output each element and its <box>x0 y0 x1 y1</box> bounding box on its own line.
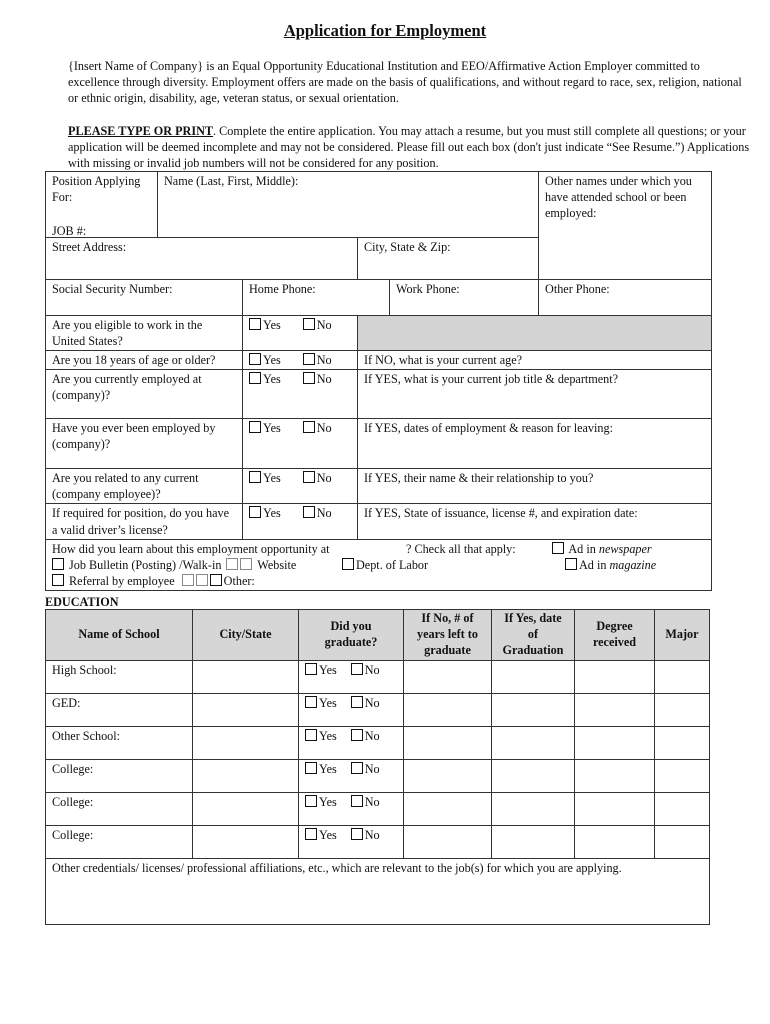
work-phone-cell[interactable] <box>390 280 539 316</box>
major-cell[interactable] <box>655 825 710 858</box>
age-yes-no <box>243 351 358 370</box>
city-state-cell[interactable] <box>193 825 299 858</box>
instructions-lead: PLEASE TYPE OR PRINT <box>68 124 214 138</box>
graduate-yes-checkbox[interactable] <box>305 828 317 840</box>
applicant-info-table <box>45 171 712 591</box>
graduate-yes-no <box>299 726 404 759</box>
years-left-cell[interactable] <box>404 792 492 825</box>
license-followup-cell[interactable] <box>358 504 712 539</box>
years-left-cell[interactable] <box>404 759 492 792</box>
other-phone-cell[interactable] <box>539 280 712 316</box>
years-left-cell[interactable] <box>404 726 492 759</box>
no-label: No <box>364 695 380 710</box>
employed-yes-no <box>243 370 358 419</box>
ssn-cell[interactable] <box>46 280 243 316</box>
major-cell[interactable] <box>655 693 710 726</box>
degree-cell[interactable] <box>575 792 655 825</box>
street-address-label: Street Address: <box>52 240 127 255</box>
school-name-cell[interactable]: Other School: <box>46 726 193 759</box>
ever-employed-followup-cell[interactable] <box>358 419 712 469</box>
employed-no-checkbox[interactable] <box>303 372 315 384</box>
other-credentials-cell[interactable] <box>46 858 710 924</box>
school-name-cell[interactable]: College: <box>46 759 193 792</box>
yes-label: Yes <box>263 506 281 521</box>
no-label: No <box>316 421 332 436</box>
instructions-text: . Complete the entire application. You may attach a resume, but you must still complete all questions; or your application will be deemed incomplete and may not be considered. Please fill out each box (don't just indicate “See Resume.”) Applications with missing or invalid job numbers will not be considered for any position. <box>68 124 750 171</box>
no-label: No <box>364 761 380 776</box>
city-state-cell[interactable] <box>193 792 299 825</box>
no-label: No <box>364 794 380 809</box>
learn-about-cell <box>46 539 712 590</box>
yes-label: Yes <box>319 728 337 743</box>
ever-employed-followup-label: If YES, dates of employment & reason for leaving: <box>364 421 613 436</box>
city-state-zip-label: City, State & Zip: <box>364 240 451 254</box>
eeo-statement: {Insert Name of Company} is an Equal Opportunity Educational Institution and EEO/Affirmative Action Employer committed to excellence through diversity. Employment offers are made on the basis of qualifications, and without regard to race, sex, religion, national or ethnic origin, disability, age, veteran status, or sexual orientation. <box>68 59 742 106</box>
no-label: No <box>364 662 380 677</box>
home-phone-cell[interactable] <box>243 280 390 316</box>
table-row <box>46 693 710 726</box>
other-checkbox[interactable] <box>210 574 222 586</box>
no-label: No <box>316 471 332 486</box>
graduate-yes-no <box>299 693 404 726</box>
no-label: No <box>364 827 380 842</box>
graduate-yes-checkbox[interactable] <box>305 696 317 708</box>
age-followup-cell[interactable] <box>358 351 712 370</box>
referral-label: Referral by employee <box>69 573 175 588</box>
license-yes-no <box>243 504 358 539</box>
eligible-yes-checkbox[interactable] <box>249 318 261 330</box>
header-graduation-date: If Yes, date of Graduation <box>492 610 575 661</box>
city-state-cell[interactable] <box>193 726 299 759</box>
no-label: No <box>316 372 332 387</box>
yes-label: Yes <box>263 471 281 486</box>
magazine-prefix: Ad in <box>579 557 610 572</box>
learn-line-1 <box>52 541 705 557</box>
instructions <box>68 123 753 171</box>
yes-label: Yes <box>319 695 337 710</box>
related-yes-no <box>243 469 358 504</box>
learn-question: How did you learn about this employment opportunity at <box>52 541 330 556</box>
graduation-date-cell[interactable] <box>492 660 575 693</box>
graduation-date-cell[interactable] <box>492 726 575 759</box>
license-no-checkbox[interactable] <box>303 506 315 518</box>
newspaper-checkbox[interactable] <box>552 542 564 554</box>
job-number-label: JOB #: <box>52 224 87 238</box>
referral-checkbox[interactable] <box>52 574 64 586</box>
major-cell[interactable] <box>655 792 710 825</box>
education-table <box>45 609 710 925</box>
ever-employed-yes-checkbox[interactable] <box>249 421 261 433</box>
ssn-label: Social Security Number: <box>52 282 173 296</box>
ever-employed-yes-no <box>243 419 358 469</box>
header-city-state: City/State <box>193 610 299 661</box>
years-left-cell[interactable] <box>404 825 492 858</box>
grey-shaded-cell <box>358 316 712 351</box>
employed-yes-checkbox[interactable] <box>249 372 261 384</box>
related-no-checkbox[interactable] <box>303 471 315 483</box>
website-label: Website <box>257 557 297 572</box>
major-cell[interactable] <box>655 726 710 759</box>
question-related: Are you related to any current (company employee)? <box>46 469 243 504</box>
degree-cell[interactable] <box>575 726 655 759</box>
yes-label: Yes <box>319 794 337 809</box>
referral-extra-checkbox-2[interactable] <box>196 574 208 586</box>
question-eligible: Are you eligible to work in the United States? <box>46 316 243 351</box>
city-state-cell[interactable] <box>193 759 299 792</box>
degree-cell[interactable] <box>575 660 655 693</box>
other-names-label: Other names under which you have attended school or been employed: <box>545 174 692 221</box>
education-heading: EDUCATION <box>45 595 119 609</box>
graduate-yes-no <box>299 825 404 858</box>
learn-check-all: ? Check all that apply: <box>406 541 516 556</box>
related-yes-checkbox[interactable] <box>249 471 261 483</box>
newspaper-option <box>552 541 652 557</box>
age-no-checkbox[interactable] <box>303 353 315 365</box>
magazine-label: magazine <box>609 557 657 572</box>
city-state-cell[interactable] <box>193 693 299 726</box>
age-yes-checkbox[interactable] <box>249 353 261 365</box>
degree-cell[interactable] <box>575 693 655 726</box>
graduation-date-cell[interactable] <box>492 825 575 858</box>
graduation-date-cell[interactable] <box>492 759 575 792</box>
other-names-cell[interactable] <box>539 172 712 280</box>
related-followup-label: If YES, their name & their relationship to you? <box>364 471 594 486</box>
school-name-cell[interactable]: College: <box>46 825 193 858</box>
magazine-option <box>565 557 656 573</box>
question-license: If required for position, do you have a valid driver’s license? <box>46 504 243 539</box>
no-label: No <box>364 728 380 743</box>
learn-line-3 <box>52 573 705 589</box>
graduate-yes-no <box>299 759 404 792</box>
dept-labor-option <box>342 557 428 573</box>
years-left-cell[interactable] <box>404 660 492 693</box>
graduation-date-cell[interactable] <box>492 792 575 825</box>
graduate-no-checkbox[interactable] <box>351 663 363 675</box>
graduate-no-checkbox[interactable] <box>351 762 363 774</box>
school-name-cell[interactable]: College: <box>46 792 193 825</box>
related-followup-cell[interactable] <box>358 469 712 504</box>
graduate-no-checkbox[interactable] <box>351 729 363 741</box>
graduate-yes-checkbox[interactable] <box>305 663 317 675</box>
graduate-no-checkbox[interactable] <box>351 795 363 807</box>
header-degree: Degree received <box>575 610 655 661</box>
no-label: No <box>316 506 332 521</box>
street-address-cell[interactable] <box>46 224 358 280</box>
header-name-of-school: Name of School <box>46 610 193 661</box>
city-state-zip-cell[interactable] <box>358 238 539 280</box>
header-did-you-graduate: Did you graduate? <box>299 610 404 661</box>
table-row <box>46 825 710 858</box>
work-phone-label: Work Phone: <box>396 282 460 296</box>
yes-label: Yes <box>263 318 281 332</box>
header-years-left: If No, # of years left to graduate <box>404 610 492 661</box>
no-label: No <box>316 318 332 332</box>
no-label: No <box>316 353 332 368</box>
page-title: Application for Employment <box>283 21 487 40</box>
walk-in-checkbox[interactable] <box>226 558 238 570</box>
yes-label: Yes <box>263 372 281 387</box>
newspaper-label: newspaper <box>598 541 652 556</box>
question-age: Are you 18 years of age or older? <box>46 351 243 370</box>
table-row <box>46 759 710 792</box>
major-cell[interactable] <box>655 759 710 792</box>
yes-label: Yes <box>263 421 281 436</box>
yes-label: Yes <box>319 662 337 677</box>
major-cell[interactable] <box>655 660 710 693</box>
age-followup-label: If NO, what is your current age? <box>364 353 523 368</box>
license-followup-label: If YES, State of issuance, license #, and expiration date: <box>364 506 638 521</box>
other-label: Other: <box>223 573 255 588</box>
graduate-yes-checkbox[interactable] <box>305 762 317 774</box>
ever-employed-no-checkbox[interactable] <box>303 421 315 433</box>
employed-followup-label: If YES, what is your current job title & department? <box>364 372 619 387</box>
dept-labor-checkbox[interactable] <box>342 558 354 570</box>
yes-label: Yes <box>319 761 337 776</box>
home-phone-label: Home Phone: <box>249 282 316 296</box>
other-credentials-label: Other credentials/ licenses/ professional affiliations, etc., which are relevant to the job(s) for which you are applying. <box>52 860 622 875</box>
question-employed: Are you currently employed at (company)? <box>46 370 243 419</box>
eligible-no-checkbox[interactable] <box>303 318 315 330</box>
table-row <box>46 726 710 759</box>
degree-cell[interactable] <box>575 759 655 792</box>
referral-extra-checkbox[interactable] <box>182 574 194 586</box>
graduate-yes-checkbox[interactable] <box>305 795 317 807</box>
dept-labor-label: Dept. of Labor <box>356 557 429 572</box>
yes-label: Yes <box>263 353 281 368</box>
graduation-date-cell[interactable] <box>492 693 575 726</box>
graduate-yes-checkbox[interactable] <box>305 729 317 741</box>
table-row <box>46 660 710 693</box>
question-ever-employed: Have you ever been employed by (company)? <box>46 419 243 469</box>
name-label: Name (Last, First, Middle): <box>164 174 299 188</box>
graduate-yes-no <box>299 660 404 693</box>
school-name-cell[interactable]: High School: <box>46 660 193 693</box>
years-left-cell[interactable] <box>404 693 492 726</box>
degree-cell[interactable] <box>575 825 655 858</box>
graduate-yes-no <box>299 792 404 825</box>
school-name-cell[interactable]: GED: <box>46 693 193 726</box>
city-state-cell[interactable] <box>193 660 299 693</box>
license-yes-checkbox[interactable] <box>249 506 261 518</box>
position-label: Position Applying For: <box>52 174 141 205</box>
newspaper-prefix: Ad in <box>568 541 599 556</box>
yes-label: Yes <box>319 827 337 842</box>
job-bulletin-label: Job Bulletin (Posting) /Walk-in <box>69 557 222 572</box>
learn-line-2 <box>52 557 705 573</box>
other-phone-label: Other Phone: <box>545 282 610 296</box>
job-bulletin-checkbox[interactable] <box>52 558 64 570</box>
table-row <box>46 792 710 825</box>
graduate-no-checkbox[interactable] <box>351 696 363 708</box>
employed-followup-cell[interactable] <box>358 370 712 419</box>
graduate-no-checkbox[interactable] <box>351 828 363 840</box>
magazine-checkbox[interactable] <box>565 558 577 570</box>
website-checkbox[interactable] <box>240 558 252 570</box>
header-major: Major <box>655 610 710 661</box>
eligible-yes-no <box>243 316 358 351</box>
